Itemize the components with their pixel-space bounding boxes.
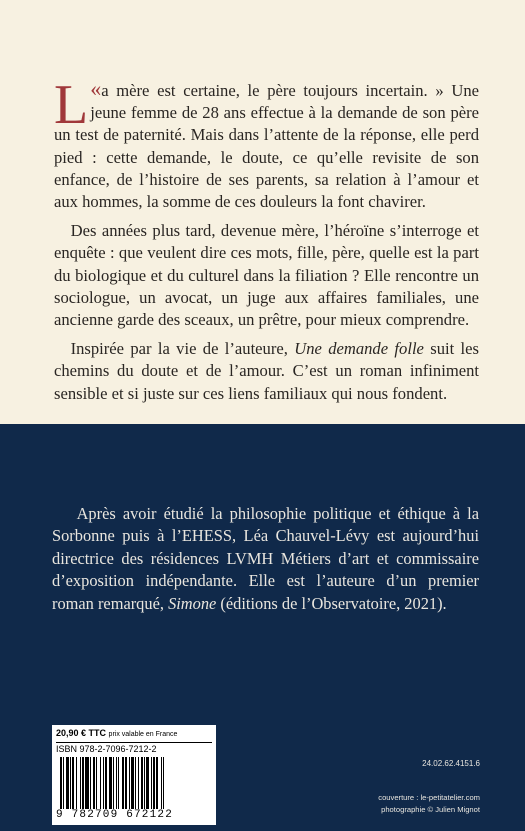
author-bio-text: Après avoir étudié la philosophie politique et éthique à la Sorbonne puis à l’EHESS, Léa Chauvel-Lévy est aujourd’hui directrice des résidences LVMH Métiers d’art et commissaire d’exposition indépendante. Elle est l’auteure d’un premier roman remarqué, bbox=[52, 504, 479, 613]
barcode-bar bbox=[131, 757, 134, 809]
barcode-bar bbox=[153, 757, 155, 809]
barcode-bar bbox=[156, 757, 158, 809]
barcode-bar bbox=[63, 757, 64, 809]
barcode-bar bbox=[100, 757, 101, 809]
barcode-bar bbox=[90, 757, 91, 809]
barcode-bar bbox=[103, 757, 104, 809]
book-title-italic: Une demande folle bbox=[294, 339, 424, 359]
barcode-bar bbox=[163, 757, 164, 809]
barcode-bar bbox=[109, 757, 112, 809]
author-bio-end: (éditions de l’Observatoire, 2021). bbox=[216, 593, 447, 613]
drop-cap-letter: L bbox=[54, 74, 89, 136]
blurb-paragraph-3-end: suit les chemins du doute et de l’amour. C’est un roman infiniment sensible et si juste sur ces liens familiaux qui nous fondent. bbox=[54, 339, 479, 403]
opening-guillemet: « bbox=[90, 76, 102, 101]
blurb-paragraph-2: Des années plus tard, devenue mère, l’héroïne s’interroge et enquête : que veulent dire ces mots, fille, père, quelle est la part du biologique et du culturel dans la filiation ? Elle rencontre un sociologue, un avocat, un juge aux affaires familiales, une ancienne garde des sceaux, un prêtre, pour mieux comprendre. bbox=[54, 221, 479, 330]
barcode-bar bbox=[141, 757, 143, 809]
barcode-bar bbox=[105, 757, 107, 809]
barcode-bar bbox=[138, 757, 139, 809]
author-bio-paragraph bbox=[52, 503, 479, 615]
barcode-bar bbox=[70, 757, 71, 809]
image-credits bbox=[330, 792, 480, 816]
price-note: prix valable en France bbox=[108, 731, 178, 738]
barcode-bar bbox=[60, 757, 62, 809]
barcode-box bbox=[52, 725, 216, 825]
barcode-bar bbox=[118, 757, 119, 809]
barcode-bar bbox=[66, 757, 69, 809]
price-value: 20,90 € TTC bbox=[56, 728, 107, 738]
barcode-bar bbox=[135, 757, 136, 809]
barcode-bar bbox=[161, 757, 162, 809]
barcode-bar bbox=[72, 757, 74, 809]
barcode-bar bbox=[122, 757, 124, 809]
barcode-bar bbox=[129, 757, 130, 809]
blurb-paragraph-3 bbox=[54, 338, 479, 405]
barcode-bar bbox=[80, 757, 81, 809]
blurb-paragraph-3-lead: Inspirée par la vie de l’auteure, bbox=[70, 339, 295, 359]
barcode-bar bbox=[146, 757, 149, 809]
price-label bbox=[56, 727, 212, 741]
barcode-bar bbox=[96, 757, 97, 809]
isbn-label: ISBN 978-2-7096-7212-2 bbox=[56, 742, 212, 755]
back-cover-blurb bbox=[54, 74, 479, 412]
barcode-bar bbox=[82, 757, 84, 809]
barcode-bar bbox=[151, 757, 152, 809]
barcode-digits: 9 782709 672122 bbox=[56, 809, 174, 821]
blurb-paragraph-1-text: a mère est certaine, le père toujours incertain. » Une jeune femme de 28 ans effectue à la demande de son père un test de paternité. Mais dans l’attente de la réponse, elle perd pied : cette demande, le doute, ce qu’elle revisite de son enfance, de l’histoire de ses parents, sa relation à l’amour et aux hommes, la somme de ces douleurs la font chavirer. bbox=[54, 81, 479, 212]
photo-credit: photographie © Julien Mignot bbox=[381, 805, 480, 814]
barcode-bar bbox=[144, 757, 145, 809]
product-code: 24.02.62.4151.6 bbox=[422, 759, 480, 768]
barcode-bar bbox=[93, 757, 95, 809]
lower-navy-panel bbox=[0, 424, 525, 831]
barcode-bar bbox=[116, 757, 117, 809]
barcode-bar bbox=[113, 757, 114, 809]
cover-credit: couverture : le-petitatelier.com bbox=[378, 793, 480, 802]
barcode-image bbox=[56, 757, 212, 809]
barcode-bar bbox=[76, 757, 77, 809]
barcode-bar bbox=[85, 757, 89, 809]
previous-novel-title: Simone bbox=[168, 593, 217, 613]
author-bio bbox=[52, 503, 479, 615]
blurb-paragraph-1 bbox=[54, 74, 479, 213]
barcode-bar bbox=[125, 757, 127, 809]
